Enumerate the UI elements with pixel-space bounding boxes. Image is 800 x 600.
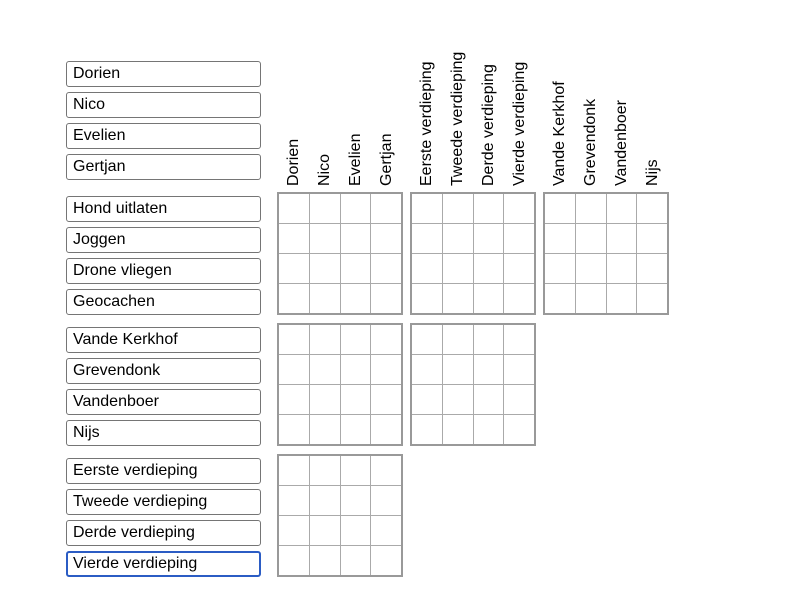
row-label-input-activities-3[interactable]	[66, 289, 261, 315]
grid-cell[interactable]	[341, 516, 371, 545]
row-label-input-surnames-0[interactable]	[66, 327, 261, 353]
grid-cell[interactable]	[504, 224, 534, 253]
grid-cell[interactable]	[279, 415, 309, 444]
grid-cell[interactable]	[310, 194, 340, 223]
grid-cell[interactable]	[576, 284, 606, 313]
grid-cell[interactable]	[412, 325, 442, 354]
grid-cell[interactable]	[279, 355, 309, 384]
column-header-surnames-0: Vande Kerkhof	[551, 81, 569, 186]
grid-cell[interactable]	[279, 254, 309, 283]
row-label-input-names-3[interactable]	[66, 154, 261, 180]
grid-cell[interactable]	[341, 415, 371, 444]
grid-cell[interactable]	[310, 325, 340, 354]
grid-cell[interactable]	[504, 284, 534, 313]
grid-cell[interactable]	[576, 254, 606, 283]
grid-cell[interactable]	[412, 194, 442, 223]
grid-cell[interactable]	[637, 224, 667, 253]
grid-cell[interactable]	[607, 224, 637, 253]
grid-cell[interactable]	[310, 456, 340, 485]
column-header-names-0: Dorien	[285, 138, 303, 186]
grid-cell[interactable]	[371, 194, 401, 223]
grid-cell[interactable]	[279, 385, 309, 414]
grid-cell[interactable]	[412, 254, 442, 283]
grid-cell[interactable]	[576, 194, 606, 223]
grid-cell[interactable]	[443, 415, 473, 444]
column-header-floors-2: Derde verdieping	[479, 64, 497, 186]
row-label-input-names-1[interactable]	[66, 92, 261, 118]
column-header-surnames-3: Nijs	[643, 159, 661, 186]
grid-block-surnames-floors	[410, 323, 536, 446]
grid-cell[interactable]	[310, 415, 340, 444]
column-header-floors-1: Tweede verdieping	[449, 51, 467, 186]
grid-cell[interactable]	[504, 355, 534, 384]
grid-cell[interactable]	[371, 385, 401, 414]
grid-cell[interactable]	[545, 194, 575, 223]
grid-cell[interactable]	[310, 516, 340, 545]
grid-cell[interactable]	[443, 284, 473, 313]
grid-cell[interactable]	[279, 284, 309, 313]
grid-cell[interactable]	[474, 254, 504, 283]
grid-cell[interactable]	[412, 355, 442, 384]
grid-cell[interactable]	[474, 385, 504, 414]
row-label-input-floors-0[interactable]	[66, 458, 261, 484]
grid-cell[interactable]	[412, 284, 442, 313]
grid-cell[interactable]	[279, 456, 309, 485]
row-label-input-floors-2[interactable]	[66, 520, 261, 546]
grid-cell[interactable]	[279, 516, 309, 545]
column-header-names-2: Evelien	[346, 133, 364, 186]
column-header-floors-3: Vierde verdieping	[510, 61, 528, 186]
row-label-input-activities-1[interactable]	[66, 227, 261, 253]
column-header-surnames-2: Vandenboer	[612, 100, 630, 186]
column-header-names-1: Nico	[316, 153, 334, 186]
grid-cell[interactable]	[504, 385, 534, 414]
grid-cell[interactable]	[474, 194, 504, 223]
grid-cell[interactable]	[412, 385, 442, 414]
row-label-input-names-0[interactable]	[66, 61, 261, 87]
grid-cell[interactable]	[545, 254, 575, 283]
grid-cell[interactable]	[279, 194, 309, 223]
grid-cell[interactable]	[341, 224, 371, 253]
grid-cell[interactable]	[341, 486, 371, 515]
grid-cell[interactable]	[371, 546, 401, 575]
grid-cell[interactable]	[474, 325, 504, 354]
grid-block-activities-floors	[410, 192, 536, 315]
grid-cell[interactable]	[341, 355, 371, 384]
grid-cell[interactable]	[279, 546, 309, 575]
grid-cell[interactable]	[310, 546, 340, 575]
column-header-surnames-1: Grevendonk	[582, 98, 600, 186]
grid-cell[interactable]	[371, 415, 401, 444]
grid-cell[interactable]	[371, 355, 401, 384]
grid-cell[interactable]	[504, 325, 534, 354]
grid-cell[interactable]	[607, 284, 637, 313]
row-label-input-activities-2[interactable]	[66, 258, 261, 284]
grid-cell[interactable]	[371, 284, 401, 313]
grid-cell[interactable]	[637, 284, 667, 313]
grid-cell[interactable]	[545, 224, 575, 253]
grid-cell[interactable]	[504, 254, 534, 283]
grid-cell[interactable]	[545, 284, 575, 313]
grid-cell[interactable]	[474, 415, 504, 444]
grid-cell[interactable]	[443, 325, 473, 354]
grid-cell[interactable]	[310, 355, 340, 384]
grid-cell[interactable]	[504, 415, 534, 444]
grid-cell[interactable]	[341, 546, 371, 575]
grid-cell[interactable]	[412, 224, 442, 253]
grid-cell[interactable]	[371, 325, 401, 354]
grid-cell[interactable]	[371, 486, 401, 515]
grid-cell[interactable]	[576, 224, 606, 253]
grid-cell[interactable]	[443, 194, 473, 223]
grid-cell[interactable]	[279, 224, 309, 253]
grid-cell[interactable]	[637, 254, 667, 283]
grid-cell[interactable]	[474, 355, 504, 384]
grid-cell[interactable]	[371, 456, 401, 485]
grid-cell[interactable]	[443, 385, 473, 414]
grid-block-floors-names	[277, 454, 403, 577]
grid-cell[interactable]	[443, 355, 473, 384]
grid-cell[interactable]	[371, 516, 401, 545]
row-label-input-floors-1[interactable]	[66, 489, 261, 515]
column-header-names-3: Gertjan	[377, 133, 395, 186]
grid-cell[interactable]	[504, 194, 534, 223]
grid-cell[interactable]	[412, 415, 442, 444]
grid-cell[interactable]	[637, 194, 667, 223]
grid-cell[interactable]	[310, 224, 340, 253]
row-label-input-names-2[interactable]	[66, 123, 261, 149]
grid-block-activities-names	[277, 192, 403, 315]
grid-cell[interactable]	[341, 325, 371, 354]
grid-cell[interactable]	[279, 486, 309, 515]
grid-cell[interactable]	[443, 254, 473, 283]
grid-cell[interactable]	[341, 284, 371, 313]
grid-cell[interactable]	[310, 385, 340, 414]
row-label-input-activities-0[interactable]	[66, 196, 261, 222]
grid-cell[interactable]	[607, 194, 637, 223]
row-label-input-surnames-3[interactable]	[66, 420, 261, 446]
grid-cell[interactable]	[371, 254, 401, 283]
row-label-input-floors-3[interactable]	[66, 551, 261, 577]
grid-cell[interactable]	[310, 254, 340, 283]
grid-cell[interactable]	[341, 254, 371, 283]
grid-cell[interactable]	[310, 284, 340, 313]
grid-cell[interactable]	[474, 284, 504, 313]
grid-cell[interactable]	[341, 456, 371, 485]
grid-cell[interactable]	[310, 486, 340, 515]
grid-cell[interactable]	[341, 194, 371, 223]
row-label-input-surnames-1[interactable]	[66, 358, 261, 384]
grid-block-activities-surnames	[543, 192, 669, 315]
grid-cell[interactable]	[607, 254, 637, 283]
column-header-floors-0: Eerste verdieping	[418, 61, 436, 186]
grid-cell[interactable]	[371, 224, 401, 253]
grid-cell[interactable]	[279, 325, 309, 354]
grid-cell[interactable]	[474, 224, 504, 253]
grid-cell[interactable]	[341, 385, 371, 414]
grid-block-surnames-names	[277, 323, 403, 446]
row-label-input-surnames-2[interactable]	[66, 389, 261, 415]
grid-cell[interactable]	[443, 224, 473, 253]
